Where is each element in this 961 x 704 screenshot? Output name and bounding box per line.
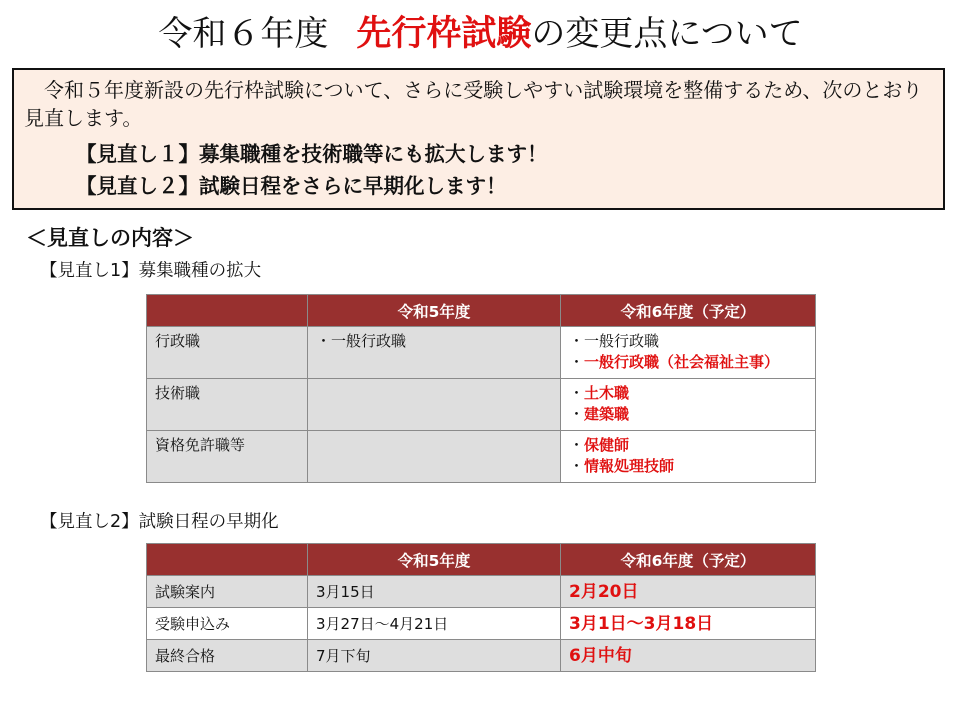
section-heading: ＜見直しの内容＞ — [26, 226, 194, 250]
header-blank — [147, 295, 308, 327]
r6-entry-new: ・一般行政職（社会福祉主事） — [569, 353, 780, 371]
table-row — [147, 576, 816, 608]
header-r6: 令和6年度（予定） — [561, 544, 816, 576]
r5-cell: ・一般行政職 — [308, 327, 561, 379]
job-types-table — [146, 294, 816, 483]
row-label: 最終合格 — [147, 640, 308, 672]
header-r5: 令和5年度 — [308, 295, 561, 327]
notice-intro: 令和５年度新設の先行枠試験について、さらに受験しやすい試験環境を整備するため、次のとおり見直します。 — [24, 78, 923, 130]
r5-cell — [308, 379, 561, 431]
r6-date: 6月中旬 — [561, 640, 816, 672]
table-row — [147, 640, 816, 672]
notice-box — [12, 68, 945, 210]
r5-date: 7月下旬 — [308, 640, 561, 672]
r6-entry-new: ・保健師 — [569, 436, 630, 454]
table-header-row — [147, 295, 816, 327]
r6-entry-new: ・建築職 — [569, 405, 630, 423]
table2-heading: 【見直し2】試験日程の早期化 — [40, 512, 279, 532]
row-label: 行政職 — [147, 327, 308, 379]
table-row — [147, 608, 816, 640]
r5-cell — [308, 431, 561, 483]
table-row — [147, 431, 816, 483]
schedule-table — [146, 543, 816, 672]
row-label: 資格免許職等 — [147, 431, 308, 483]
notice-revision-2: 【見直し２】試験日程をさらに早期化します！ — [76, 174, 507, 198]
table1-heading: 【見直し1】募集職種の拡大 — [40, 261, 262, 281]
row-label: 受験申込み — [147, 608, 308, 640]
r6-entry: ・一般行政職 — [569, 332, 660, 350]
notice-revision-1: 【見直し１】募集職種を技術職等にも拡大します！ — [76, 142, 548, 166]
row-label: 技術職 — [147, 379, 308, 431]
table-row — [147, 379, 816, 431]
row-label: 試験案内 — [147, 576, 308, 608]
table-row — [147, 327, 816, 379]
r6-cell — [561, 327, 816, 379]
r6-cell — [561, 379, 816, 431]
title-highlight: 先行枠試験 — [356, 14, 532, 54]
r5-date: 3月15日 — [308, 576, 561, 608]
header-blank — [147, 544, 308, 576]
header-r5: 令和5年度 — [308, 544, 561, 576]
header-r6: 令和6年度（予定） — [561, 295, 816, 327]
table-header-row — [147, 544, 816, 576]
title-rest: の変更点について — [531, 14, 803, 54]
page-title — [0, 8, 961, 60]
r6-cell — [561, 431, 816, 483]
r6-entry-new: ・情報処理技師 — [569, 457, 675, 475]
r6-entry-new: ・土木職 — [569, 384, 630, 402]
r6-date: 2月20日 — [561, 576, 816, 608]
r6-date: 3月1日～3月18日 — [561, 608, 816, 640]
title-year: 令和６年度 — [158, 14, 329, 54]
r5-date: 3月27日～4月21日 — [308, 608, 561, 640]
